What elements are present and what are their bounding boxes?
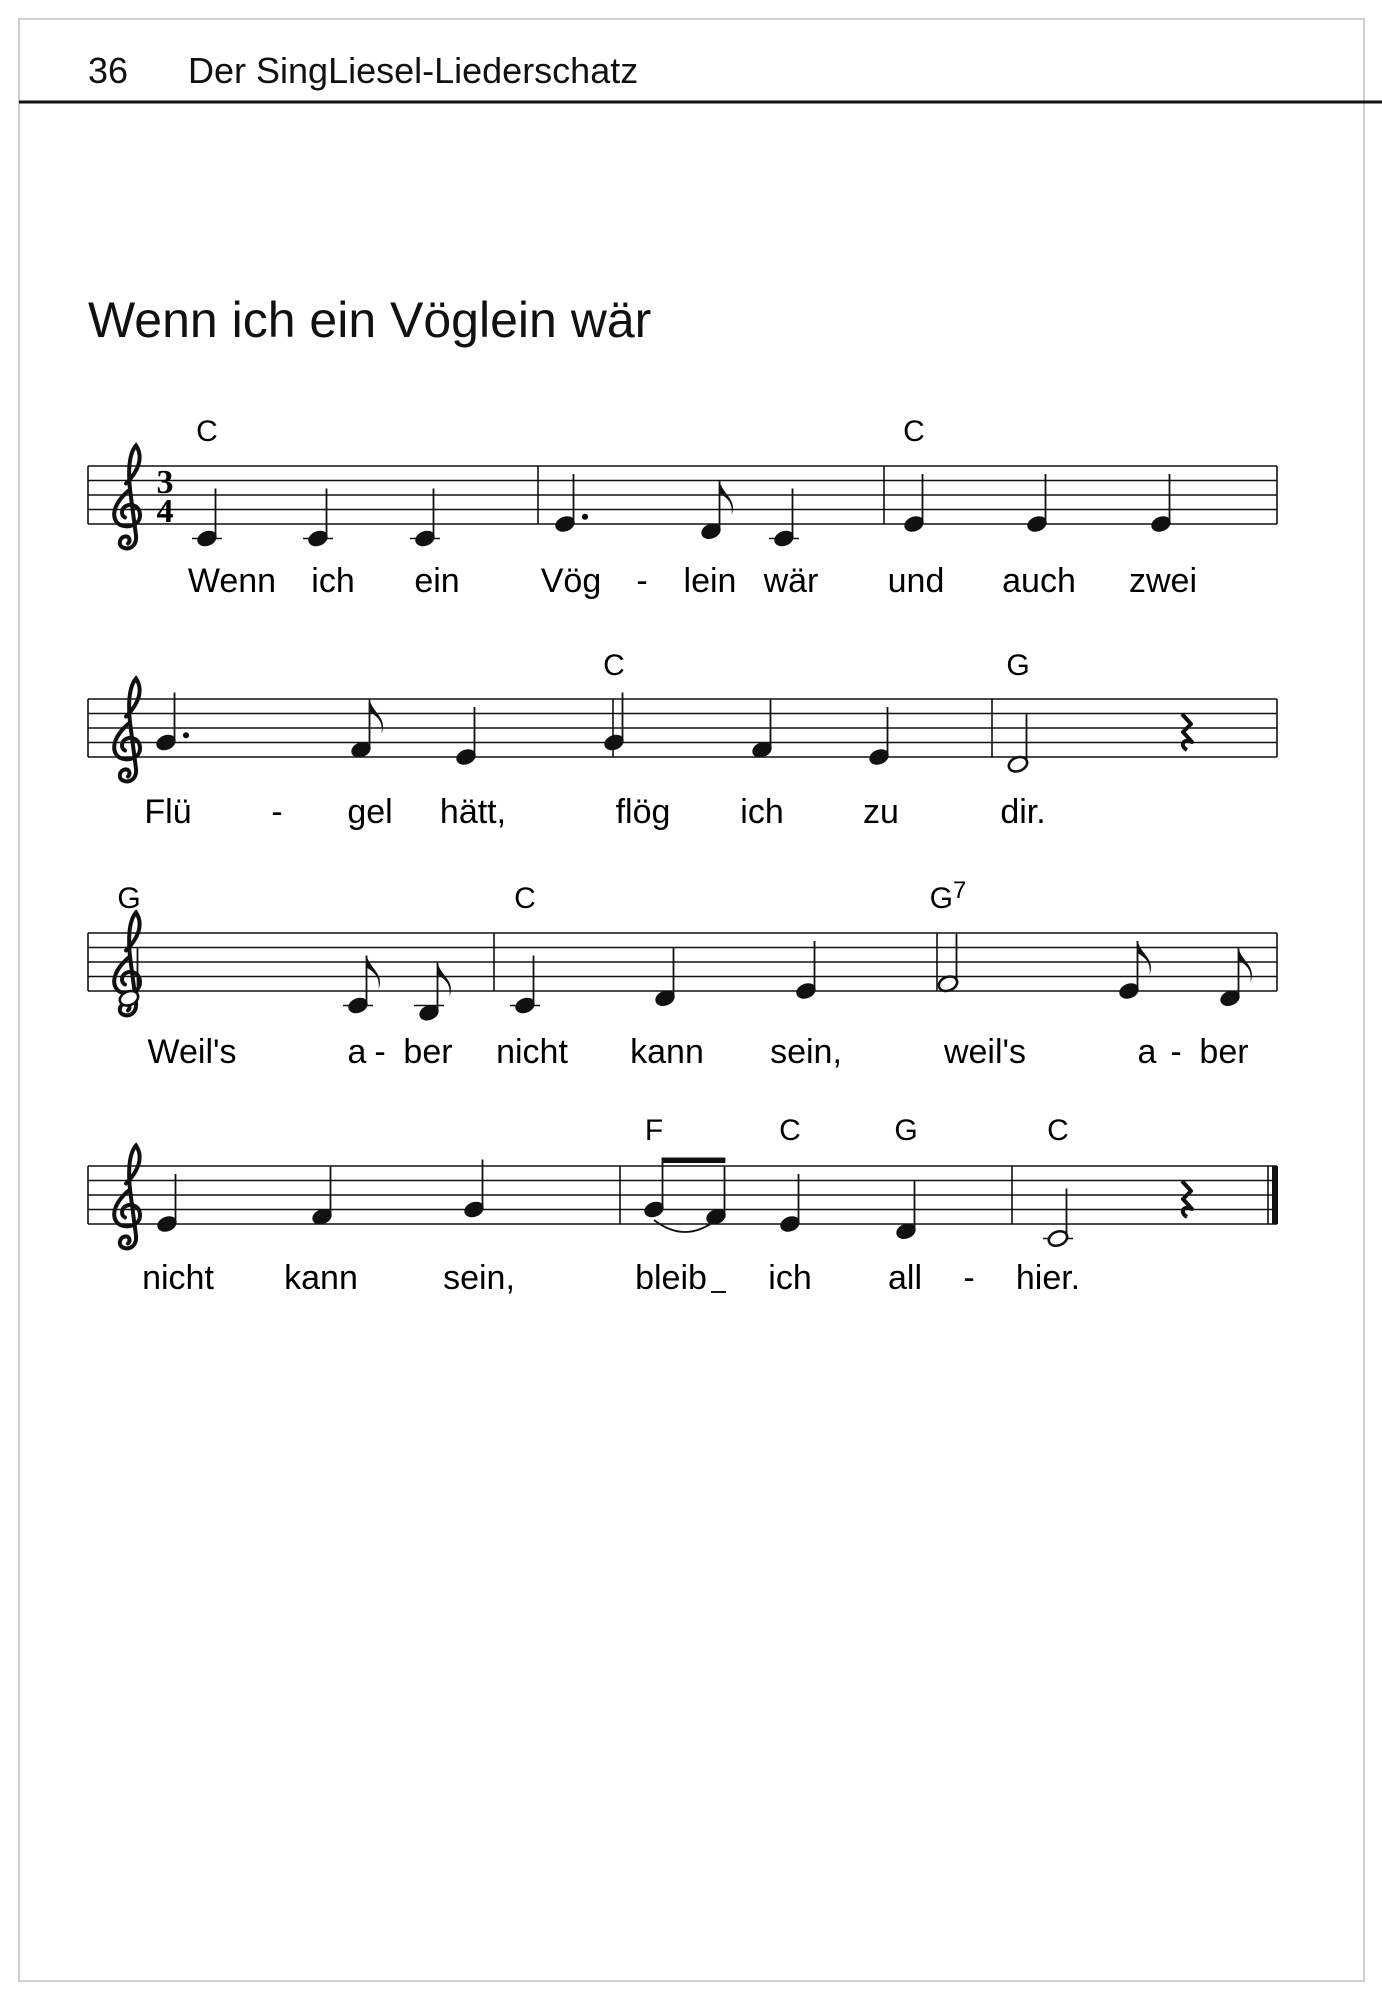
- lyric-syllable: nicht: [142, 1259, 214, 1297]
- chord-symbol: G: [117, 882, 141, 915]
- lyric-syllable: ber: [403, 1033, 453, 1071]
- quarter-rest: [1182, 1181, 1192, 1217]
- augmentation-dot: [582, 514, 588, 520]
- lyric-syllable: lein: [683, 562, 737, 600]
- chord-symbol: C: [779, 1114, 801, 1147]
- lyric-syllable: gel: [347, 793, 393, 831]
- lyric-syllable: dir.: [1000, 793, 1046, 831]
- lyric-syllable: -: [636, 562, 648, 600]
- lyric-syllable: sein,: [443, 1259, 515, 1297]
- lyric-syllable: Vög: [540, 562, 602, 600]
- lyric-syllable: weil's: [943, 1033, 1027, 1071]
- time-signature-top: 3: [156, 464, 174, 501]
- staff-system: [88, 649, 1277, 831]
- lyric-syllable: ich: [740, 793, 784, 831]
- book-title: Der SingLiesel-Liederschatz: [188, 50, 639, 91]
- lyric-syllable: ber: [1199, 1033, 1249, 1071]
- chord-symbol: C: [514, 882, 536, 915]
- chord-symbol: G: [894, 1114, 918, 1147]
- lyric-syllable: ich: [311, 562, 355, 600]
- lyric-syllable: kann: [284, 1259, 358, 1297]
- staff-system: [88, 877, 1277, 1071]
- lyric-syllable: nicht: [496, 1033, 568, 1071]
- lyric-syllable: -: [271, 793, 283, 831]
- lyric-syllable: -: [1170, 1033, 1182, 1071]
- augmentation-dot: [183, 732, 189, 738]
- eighth-flag: [1138, 941, 1151, 975]
- staff-systems: [88, 415, 1278, 1297]
- lyric-syllable: zu: [863, 793, 899, 831]
- chord-symbol: C: [1047, 1114, 1069, 1147]
- final-bar-thick: [1272, 1166, 1278, 1224]
- lyric-syllable: a: [347, 1033, 367, 1071]
- page-number: 36: [88, 50, 129, 91]
- lyric-syllable: sein,: [770, 1033, 842, 1071]
- lyric-syllable: und: [887, 562, 945, 600]
- lyric-syllable: hätt,: [439, 793, 507, 831]
- treble-clef-icon: [114, 446, 140, 549]
- treble-clef-icon: [114, 1146, 140, 1249]
- time-signature-bottom: 4: [156, 493, 174, 530]
- lyric-syllable: zwei: [1128, 562, 1198, 600]
- lyric-syllable: ich: [768, 1259, 812, 1297]
- chord-symbol: C: [603, 649, 625, 682]
- staff-system: [88, 415, 1277, 600]
- lyric-syllable: wär: [763, 562, 819, 600]
- eighth-beam: [662, 1158, 726, 1164]
- lyric-syllable: -: [963, 1259, 975, 1297]
- lyric-syllable: all: [887, 1259, 923, 1297]
- lyric-syllable: Flü: [144, 793, 192, 831]
- lyric-syllable: kann: [630, 1033, 704, 1071]
- lyric-syllable: Weil's: [147, 1033, 237, 1071]
- staff-system: [88, 1114, 1278, 1297]
- lyric-syllable: ein: [414, 562, 460, 600]
- chord-symbol: G: [1006, 649, 1030, 682]
- chord-symbol: $G^7$: [929, 877, 967, 915]
- slur: [654, 1220, 716, 1232]
- quarter-rest: [1182, 714, 1192, 750]
- chord-symbol: F: [644, 1114, 664, 1147]
- lyric-syllable: a: [1137, 1033, 1157, 1071]
- lyric-syllable: hier.: [1015, 1259, 1081, 1297]
- chord-symbol: C: [196, 415, 218, 448]
- treble-clef-icon: [114, 679, 140, 782]
- eighth-flag: [367, 956, 380, 990]
- lyric-syllable: flög: [615, 793, 671, 831]
- lyric-syllable: auch: [1002, 562, 1076, 600]
- chord-symbol: C: [903, 415, 925, 448]
- song-title: Wenn ich ein Vöglein wär: [88, 292, 652, 348]
- lyric-syllable: Wenn: [187, 562, 277, 600]
- lyric-syllable: -: [374, 1033, 386, 1071]
- lyric-syllable: bleib: [635, 1259, 707, 1297]
